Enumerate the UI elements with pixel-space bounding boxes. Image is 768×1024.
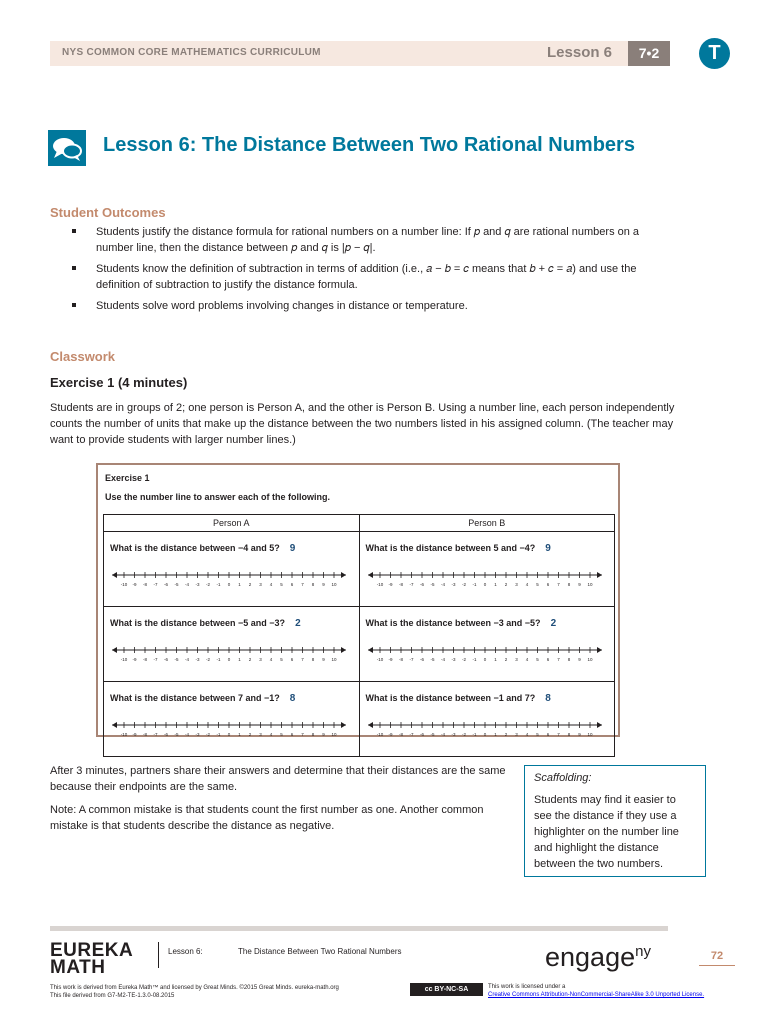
- number-line: [366, 567, 604, 591]
- outcomes-list: [72, 224, 672, 319]
- tick-label: 9: [577, 732, 581, 737]
- right-arrow-icon: [597, 572, 602, 578]
- tick-label: -1: [471, 657, 477, 662]
- tick-label: -2: [461, 657, 466, 662]
- tick-label: -2: [461, 582, 466, 587]
- tick-label: -6: [163, 582, 169, 587]
- right-arrow-icon: [341, 722, 346, 728]
- tick-label: 6: [546, 582, 549, 587]
- tick-label: -5: [174, 657, 179, 662]
- table-cell: [104, 607, 360, 682]
- answer: 9: [545, 543, 551, 554]
- tick-label: 4: [525, 732, 528, 737]
- tick-label: -10: [376, 732, 383, 737]
- tick-label: 10: [331, 732, 337, 737]
- scaffolding-box: [524, 765, 706, 877]
- outcomes-heading: Student Outcomes: [50, 205, 166, 220]
- tick-label: 0: [227, 732, 231, 737]
- tick-label: 8: [311, 732, 315, 737]
- tick-label: -7: [153, 732, 158, 737]
- footer-lesson: Lesson 6:: [168, 947, 203, 956]
- tick-label: -1: [471, 582, 477, 587]
- tick-label: 2: [248, 657, 252, 662]
- tick-label: -9: [132, 582, 137, 587]
- number-line: [366, 717, 604, 741]
- exercise-title: Exercise 1: [105, 473, 150, 483]
- left-arrow-icon: [368, 722, 373, 728]
- tick-label: 0: [483, 732, 486, 737]
- answer: 8: [545, 693, 551, 704]
- left-arrow-icon: [112, 647, 117, 653]
- tick-label: 10: [586, 582, 593, 587]
- tick-label: -4: [184, 582, 190, 587]
- tick-label: 7: [301, 657, 304, 662]
- tick-label: 3: [514, 582, 518, 587]
- tick-label: -7: [408, 657, 414, 662]
- tick-label: 7: [301, 582, 304, 587]
- tick-label: 1: [238, 732, 241, 737]
- tick-label: 8: [567, 657, 570, 662]
- tick-label: 7: [556, 582, 560, 587]
- header-bar: [50, 41, 670, 66]
- table-cell: [359, 607, 615, 682]
- tick-label: -5: [429, 582, 435, 587]
- tick-label: -8: [398, 732, 403, 737]
- tick-label: -3: [450, 732, 456, 737]
- tick-label: 9: [322, 657, 325, 662]
- classwork-heading: Classwork: [50, 349, 116, 364]
- bullet-icon: [72, 266, 76, 270]
- tick-label: 8: [311, 582, 315, 587]
- left-arrow-icon: [368, 572, 373, 578]
- question: What is the distance between −4 and 5?: [110, 543, 280, 553]
- bullet-icon: [72, 303, 76, 307]
- answer: 8: [289, 693, 296, 704]
- tick-label: -6: [163, 657, 169, 662]
- tick-label: 1: [238, 657, 241, 662]
- tick-label: -5: [174, 732, 179, 737]
- question: What is the distance between −1 and 7?: [365, 693, 536, 703]
- tick-label: 2: [248, 582, 252, 587]
- tick-label: -3: [450, 582, 456, 587]
- tick-label: 6: [546, 732, 549, 737]
- tick-label: 1: [493, 732, 497, 737]
- list-item: Students justify the distance formula for rational numbers on a number line: If 𝑝 and 𝑞 are rational numbers on a number line, then the distance between 𝑝 and 𝑞 is |𝑝 − 𝑞|.: [72, 224, 672, 256]
- derived-notice: This work is derived from Eureka Math™ and licensed by Great Minds. ©2015 Great Minds. eureka-math.org: [50, 985, 339, 991]
- tick-label: -1: [471, 732, 477, 737]
- tick-label: 10: [331, 582, 337, 587]
- tick-label: -9: [132, 732, 137, 737]
- tick-label: -4: [440, 657, 445, 662]
- tick-label: 2: [504, 582, 507, 587]
- eureka-math-logo: EUREKA MATH: [50, 940, 134, 978]
- tick-label: 7: [556, 657, 560, 662]
- number-line: [366, 642, 604, 666]
- tick-label: 9: [577, 657, 581, 662]
- list-item: Students know the definition of subtraction in terms of addition (i.e., 𝑎 − 𝑏 = 𝑐 means that 𝑏 + 𝑐 = 𝑎) and use the definition of subtraction to justify the distance formula.: [72, 261, 672, 293]
- tick-label: -8: [142, 732, 148, 737]
- tick-label: 10: [586, 657, 593, 662]
- tick-label: 0: [483, 582, 486, 587]
- tick-label: 8: [567, 582, 570, 587]
- question: What is the distance between 7 and −1?: [110, 693, 280, 703]
- scaffolding-body: Students may find it easier to see the distance if they use a highlighter on the number line and highlight the distance between the two numbers.: [534, 794, 679, 870]
- number-line: [110, 567, 348, 591]
- tick-label: 5: [280, 657, 283, 662]
- table-row: [104, 607, 615, 682]
- cc-license-badge: cc BY-NC-SA: [410, 983, 483, 996]
- footer-divider: [50, 926, 668, 931]
- exercise-table: [103, 514, 615, 757]
- tick-label: 4: [269, 657, 273, 662]
- tick-label: 6: [290, 582, 294, 587]
- tick-label: -4: [184, 732, 190, 737]
- table-cell: [104, 532, 360, 607]
- tick-label: 3: [259, 732, 262, 737]
- tick-label: -7: [408, 732, 414, 737]
- tick-label: 7: [301, 732, 304, 737]
- table-row: [104, 682, 615, 757]
- header-module: 7•2: [628, 41, 670, 66]
- tick-label: -3: [195, 657, 200, 662]
- tick-label: 0: [227, 582, 231, 587]
- license-link[interactable]: Creative Commons Attribution-NonCommercial-ShareAlike 3.0 Unported License.: [488, 992, 705, 998]
- tick-label: -4: [440, 582, 445, 587]
- exercise-intro: Students are in groups of 2; one person is Person A, and the other is Person B. Using a number line, each person independently counts the number of units that make up the distance between the two numbers listed in his assigned column. (The teacher may want to provide students with larger number lines.): [50, 402, 675, 446]
- footer-title: The Distance Between Two Rational Numbers: [238, 947, 402, 956]
- tick-label: 4: [525, 582, 528, 587]
- tick-label: 5: [280, 582, 283, 587]
- tick-label: -7: [153, 582, 158, 587]
- speech-bubbles-icon: [48, 130, 86, 166]
- lesson-title: Lesson 6: The Distance Between Two Rational Numbers: [103, 134, 635, 156]
- table-cell: [359, 682, 615, 757]
- question: What is the distance between 5 and −4?: [365, 543, 536, 553]
- tick-label: -10: [376, 657, 383, 662]
- tick-label: 3: [259, 582, 262, 587]
- tick-label: 5: [535, 657, 539, 662]
- left-arrow-icon: [112, 572, 117, 578]
- tick-label: 6: [290, 732, 294, 737]
- note-paragraph: Note: A common mistake is that students count the first number as one. Another common mistake is that students describe the distance as negative.: [50, 804, 484, 832]
- tick-label: -5: [174, 582, 179, 587]
- question: What is the distance between −3 and −5?: [365, 618, 541, 628]
- tick-label: -9: [387, 582, 393, 587]
- tick-label: -10: [120, 732, 128, 737]
- tick-label: -1: [216, 732, 221, 737]
- exercise-heading: Exercise 1 (4 minutes): [50, 375, 188, 390]
- tick-label: -2: [205, 582, 211, 587]
- tick-label: 4: [269, 732, 273, 737]
- left-arrow-icon: [368, 647, 373, 653]
- tick-label: 8: [567, 732, 570, 737]
- tick-label: -4: [440, 732, 445, 737]
- tick-label: 4: [525, 657, 528, 662]
- tick-label: -2: [461, 732, 466, 737]
- tick-label: -6: [163, 732, 169, 737]
- tick-label: -8: [142, 657, 148, 662]
- tick-label: 10: [331, 657, 337, 662]
- tick-label: -1: [216, 657, 221, 662]
- question: What is the distance between −5 and −3?: [110, 618, 286, 628]
- right-arrow-icon: [597, 647, 602, 653]
- tick-label: 0: [483, 657, 486, 662]
- left-arrow-icon: [112, 722, 117, 728]
- right-arrow-icon: [341, 572, 346, 578]
- tick-label: 4: [269, 582, 273, 587]
- tick-label: 8: [311, 657, 315, 662]
- tick-label: -5: [429, 657, 435, 662]
- tick-label: 6: [546, 657, 549, 662]
- answer: 9: [289, 543, 296, 554]
- list-item: Students solve word problems involving changes in distance or temperature.: [72, 298, 672, 314]
- header-lesson: Lesson 6: [547, 44, 613, 61]
- tick-label: 10: [586, 732, 593, 737]
- tick-label: -3: [195, 732, 200, 737]
- tick-label: 5: [535, 582, 539, 587]
- tick-label: 7: [556, 732, 560, 737]
- page-number: 72: [699, 950, 735, 966]
- tick-label: 2: [504, 732, 507, 737]
- tick-label: 3: [514, 657, 518, 662]
- tick-label: -8: [398, 657, 403, 662]
- tick-label: -7: [408, 582, 414, 587]
- tick-label: -7: [153, 657, 158, 662]
- table-row: [104, 532, 615, 607]
- tick-label: 1: [493, 657, 497, 662]
- file-notice: This file derived from G7-M2-TE-1.3.0-08.2015: [50, 993, 175, 999]
- tick-label: -4: [184, 657, 190, 662]
- tick-label: 2: [504, 657, 507, 662]
- tick-label: -9: [132, 657, 137, 662]
- tick-label: 2: [248, 732, 252, 737]
- teacher-badge: T: [699, 38, 730, 69]
- tick-label: 9: [322, 582, 325, 587]
- curriculum-label: NYS COMMON CORE MATHEMATICS CURRICULUM: [62, 47, 321, 58]
- tick-label: 5: [280, 732, 283, 737]
- bullet-icon: [72, 229, 76, 233]
- tick-label: -6: [419, 582, 424, 587]
- exercise-instruction: Use the number line to answer each of the following.: [105, 492, 331, 502]
- tick-label: -3: [195, 582, 200, 587]
- right-arrow-icon: [597, 722, 602, 728]
- tick-label: -10: [376, 582, 383, 587]
- answer: 2: [295, 618, 301, 629]
- number-line: [110, 642, 348, 666]
- table-cell: [359, 532, 615, 607]
- tick-label: 6: [290, 657, 294, 662]
- answer: 2: [550, 618, 557, 629]
- column-header: Person A: [104, 515, 360, 532]
- tick-label: -9: [387, 732, 393, 737]
- number-line: [110, 717, 348, 741]
- tick-label: 1: [493, 582, 497, 587]
- tick-label: -10: [120, 657, 128, 662]
- after-paragraph: After 3 minutes, partners share their answers and determine that their distances are the same because their endpoints are the same.: [50, 765, 506, 793]
- tick-label: 9: [322, 732, 325, 737]
- license-notice: This work is licensed under a Creative Commons Attribution-NonCommercial-ShareAlike 3.0 Unported License.: [488, 984, 705, 998]
- tick-label: -10: [120, 582, 128, 587]
- tick-label: 1: [238, 582, 241, 587]
- tick-label: -6: [419, 657, 424, 662]
- exercise-box: [96, 463, 620, 737]
- tick-label: -5: [429, 732, 435, 737]
- tick-label: -6: [419, 732, 424, 737]
- tick-label: -8: [142, 582, 148, 587]
- tick-label: 0: [227, 657, 231, 662]
- tick-label: 5: [535, 732, 539, 737]
- tick-label: 9: [577, 582, 581, 587]
- engageny-logo: engage$^{ny}$: [545, 942, 651, 972]
- column-header: Person B: [359, 515, 615, 532]
- scaffolding-title: Scaffolding:: [534, 772, 592, 784]
- tick-label: -3: [450, 657, 456, 662]
- tick-label: -9: [387, 657, 393, 662]
- tick-label: -1: [216, 582, 221, 587]
- right-arrow-icon: [341, 647, 346, 653]
- tick-label: 3: [514, 732, 518, 737]
- tick-label: 3: [259, 657, 262, 662]
- tick-label: -2: [205, 657, 211, 662]
- table-cell: [104, 682, 360, 757]
- tick-label: -8: [398, 582, 403, 587]
- tick-label: -2: [205, 732, 211, 737]
- footer-separator: [158, 942, 159, 968]
